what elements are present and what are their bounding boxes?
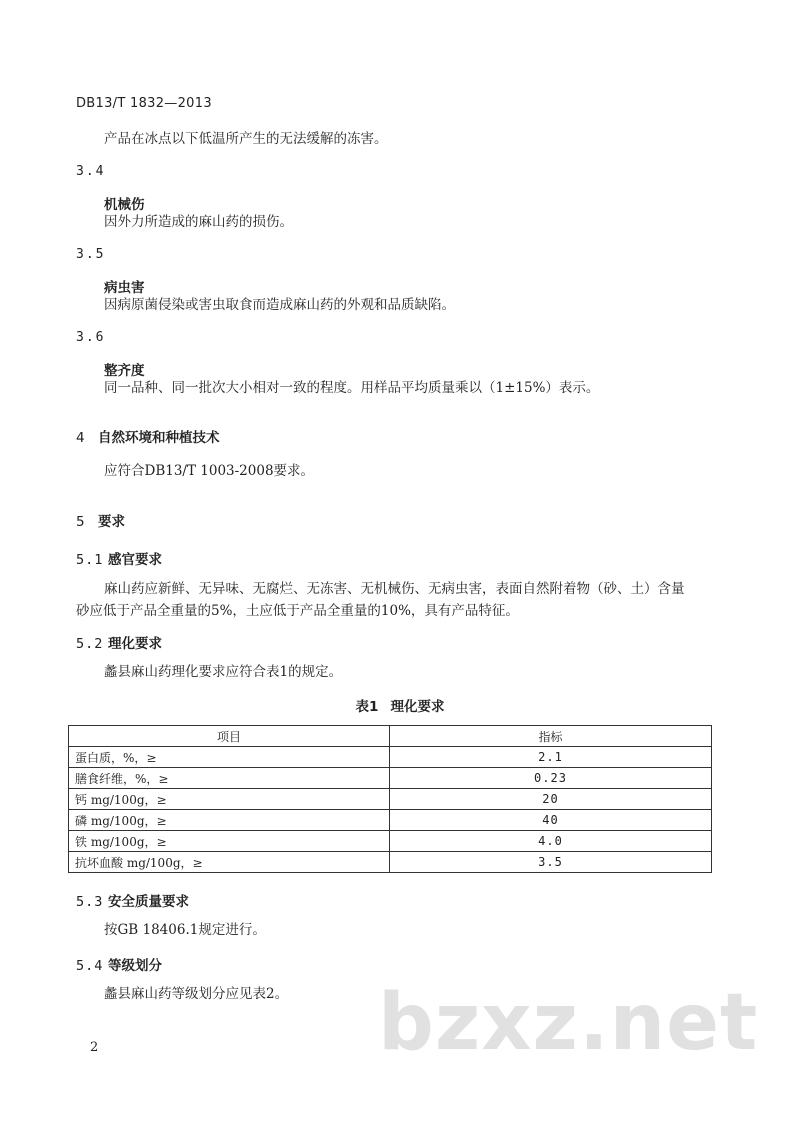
table-cell-item: 抗坏血酸 mg/100g，≥ xyxy=(69,852,390,873)
subsection-title: 安全质量要求 xyxy=(108,894,189,910)
section-heading xyxy=(76,510,125,530)
subsection-number: 5.3 xyxy=(76,894,104,910)
section-title: 要求 xyxy=(98,514,125,530)
table-cell-value: 3.5 xyxy=(390,852,712,873)
term-definition: 因外力所造成的麻山药的损伤。 xyxy=(104,214,293,230)
subsection-heading xyxy=(76,548,162,568)
table-cell-item: 铁 mg/100g，≥ xyxy=(69,831,390,852)
table-row xyxy=(69,768,712,789)
table-cell-item: 磷 mg/100g，≥ xyxy=(69,810,390,831)
table-cell-value: 2.1 xyxy=(390,747,712,768)
subsection-heading xyxy=(76,954,162,974)
term-title: 病虫害 xyxy=(104,280,145,296)
section-body: 应符合DB13/T 1003-2008要求。 xyxy=(104,463,315,479)
table-row xyxy=(69,852,712,873)
paragraph-line: 砂应低于产品全重量的5%，土应低于产品全重量的10%，具有产品特征。 xyxy=(76,603,519,619)
table-row xyxy=(69,747,712,768)
section-body: 蠡县麻山药理化要求应符合表1的规定。 xyxy=(104,664,343,680)
clause-number: 3.4 xyxy=(76,164,106,179)
section-title: 自然环境和种植技术 xyxy=(98,430,220,446)
term-title: 机械伤 xyxy=(104,197,145,213)
subsection-number: 5.2 xyxy=(76,636,104,652)
table-row xyxy=(69,789,712,810)
intro-paragraph: 产品在冰点以下低温所产生的无法缓解的冻害。 xyxy=(104,131,388,147)
subsection-title: 感官要求 xyxy=(108,552,162,568)
table-row xyxy=(69,831,712,852)
paragraph-line: 麻山药应新鲜、无异味、无腐烂、无冻害、无机械伤、无病虫害，表面自然附着物（砂、土）含量 xyxy=(104,581,685,597)
section-heading xyxy=(76,426,220,446)
subsection-number: 5.1 xyxy=(76,552,104,568)
table-cell-item: 膳食纤维，%，≥ xyxy=(69,768,390,789)
subsection-number: 5.4 xyxy=(76,958,104,974)
table-cell-value: 0.23 xyxy=(390,768,712,789)
subsection-heading xyxy=(76,890,189,910)
watermark-logo: bzxz.net xyxy=(378,978,759,1068)
table-cell-value: 4.0 xyxy=(390,831,712,852)
page-number: 2 xyxy=(90,1040,99,1055)
subsection-title: 理化要求 xyxy=(108,636,162,652)
table-header-row xyxy=(69,726,712,747)
table-header-cell: 指标 xyxy=(390,726,712,747)
subsection-heading xyxy=(76,632,162,652)
table-caption-title: 理化要求 xyxy=(390,699,445,715)
subsection-title: 等级划分 xyxy=(108,958,162,974)
table-header-cell: 项目 xyxy=(69,726,390,747)
clause-number: 3.5 xyxy=(76,247,106,262)
term-title: 整齐度 xyxy=(104,363,145,379)
section-number: 5 xyxy=(76,514,85,530)
document-code-header: DB13/T 1832—2013 xyxy=(76,96,212,111)
section-body: 蠡县麻山药等级划分应见表2。 xyxy=(104,986,289,1002)
table-row xyxy=(69,810,712,831)
table-cell-item: 蛋白质，%，≥ xyxy=(69,747,390,768)
physicochemical-requirements-table xyxy=(68,725,712,873)
table-caption-number: 表1 xyxy=(355,699,379,715)
table-cell-item: 钙 mg/100g，≥ xyxy=(69,789,390,810)
section-body: 按GB 18406.1规定进行。 xyxy=(104,922,266,938)
section-number: 4 xyxy=(76,430,85,446)
table-cell-value: 20 xyxy=(390,789,712,810)
term-definition: 同一品种、同一批次大小相对一致的程度。用样品平均质量乘以（1±15%）表示。 xyxy=(104,380,600,396)
clause-number: 3.6 xyxy=(76,330,106,345)
term-definition: 因病原菌侵染或害虫取食而造成麻山药的外观和品质缺陷。 xyxy=(104,297,455,313)
table-cell-value: 40 xyxy=(390,810,712,831)
table-caption xyxy=(0,695,800,715)
